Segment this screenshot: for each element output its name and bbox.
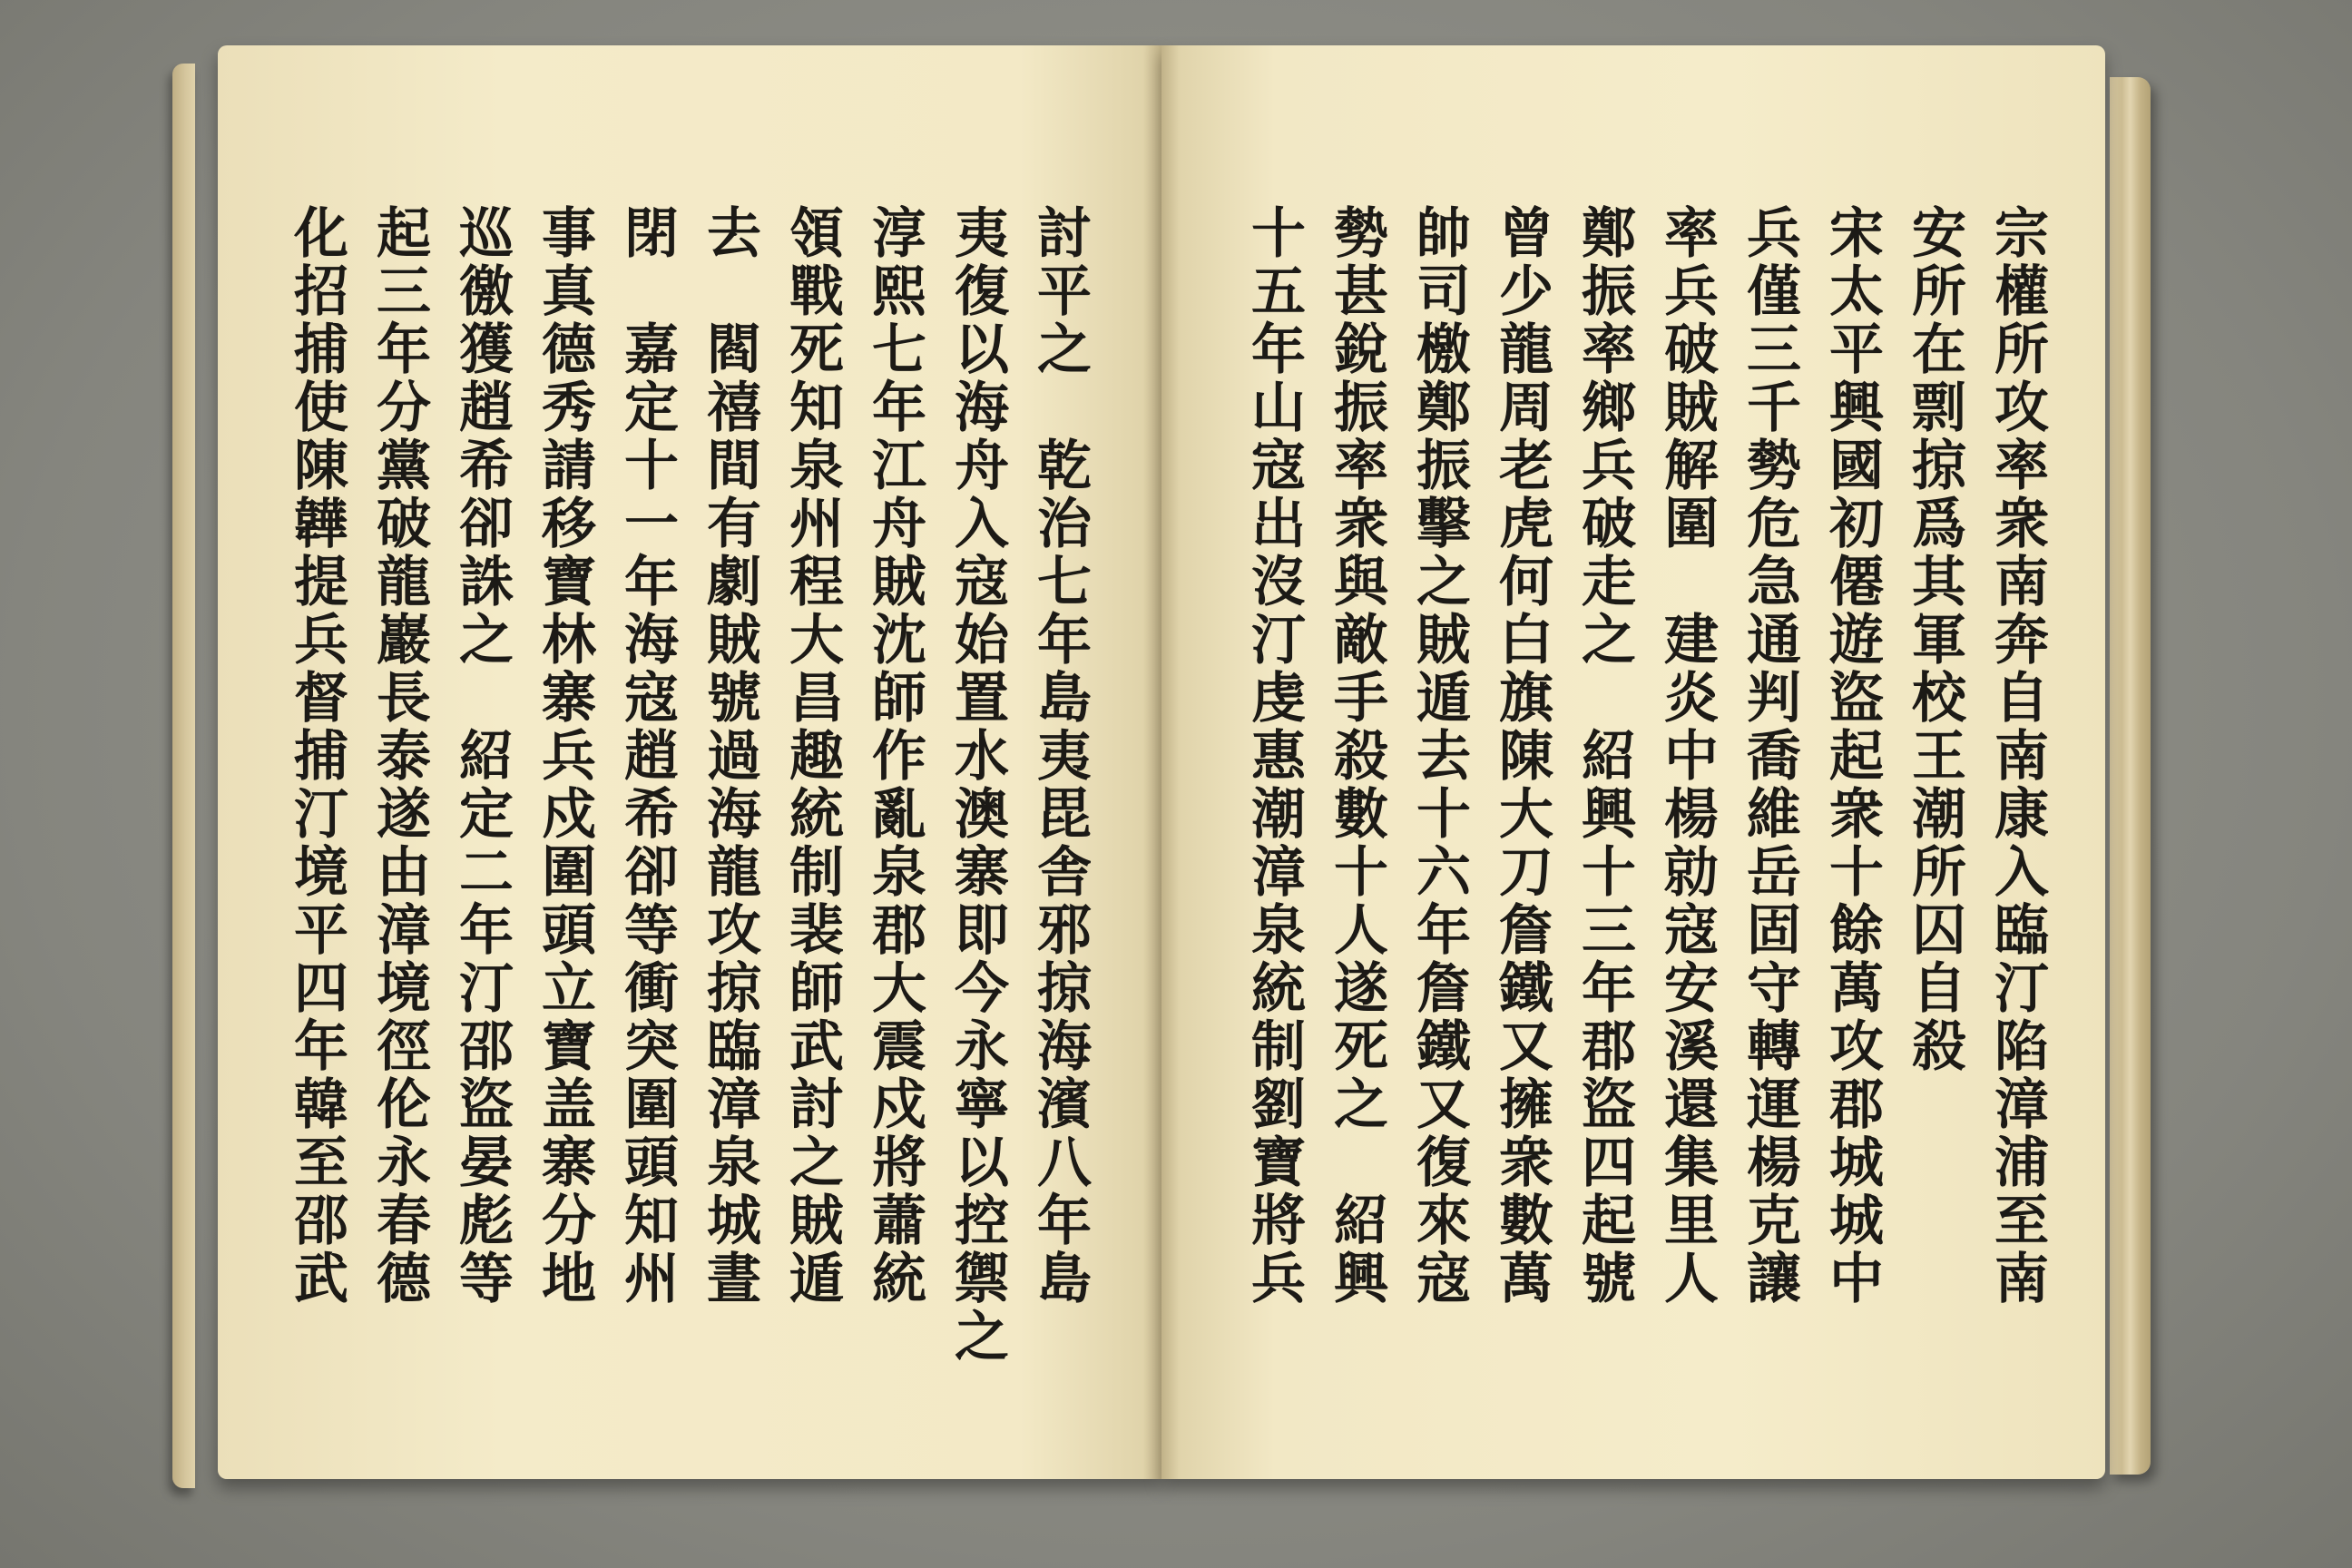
text-column: 淳熙七年江舟賊沈師作亂泉郡大震戍將蕭統 bbox=[863, 204, 926, 1308]
text-column: 事真德秀請移寶林寨兵戍圍頭立寶盖寨分地 bbox=[533, 204, 596, 1308]
text-column: 夷復以海舟入寇始置水澳寨即今永寧以控禦之 bbox=[946, 204, 1009, 1366]
text-column: 安所在剽掠爲其軍校王潮所囚自殺 bbox=[1903, 204, 1966, 1075]
text-column: 去 閻禧間有劇賊號過海龍攻掠臨漳泉城晝 bbox=[698, 204, 761, 1308]
text-column: 率兵破賊解圍 建炎中楊勍寇安溪還集里人 bbox=[1655, 204, 1719, 1308]
text-column: 閉 嘉定十一年海寇趙希卻等衝突圍頭知州 bbox=[615, 204, 679, 1308]
text-column: 巡徼獲趙希卻誅之 紹定二年汀邵盜晏彪等 bbox=[450, 204, 514, 1308]
left-text-block bbox=[263, 204, 1098, 1447]
text-column: 起三年分黨破龍巖長泰遂由漳境徑伦永春德 bbox=[368, 204, 431, 1308]
text-column: 勢甚銳振率衆與敵手殺數十人遂死之 紹興 bbox=[1325, 204, 1388, 1308]
text-column: 宗權所攻率衆南奔自南康入臨汀陷漳浦至南 bbox=[1985, 204, 2049, 1308]
right-page bbox=[1161, 45, 2105, 1479]
left-page-stack-edge bbox=[172, 64, 195, 1488]
text-column: 宋太平興國初僊遊盜起衆十餘萬攻郡城城中 bbox=[1820, 204, 1884, 1308]
text-column: 兵僅三千勢危急通判喬維岳固守轉運楊克讓 bbox=[1738, 204, 1801, 1308]
right-text-block bbox=[1211, 204, 2055, 1447]
book-gutter bbox=[1143, 45, 1180, 1479]
right-page-stack-edge bbox=[2110, 77, 2151, 1475]
text-column: 討平之 乾治七年島夷毘舎邪掠海濱八年島 bbox=[1028, 204, 1092, 1308]
text-column: 化招捕使陳韡提兵督捕汀境平四年韓至邵武 bbox=[285, 204, 348, 1308]
open-book bbox=[181, 45, 2132, 1497]
text-column: 帥司檄鄭振擊之賊遁去十六年詹鐵又復來寇 bbox=[1407, 204, 1471, 1308]
left-page bbox=[218, 45, 1161, 1479]
text-column: 十五年山寇出沒汀虔惠潮漳泉統制劉寶將兵 bbox=[1242, 204, 1306, 1308]
text-column: 曾少龍周老虎何白旗陳大刀詹鐵又擁衆數萬 bbox=[1490, 204, 1553, 1308]
text-column: 鄭振率鄉兵破走之 紹興十三年郡盜四起號 bbox=[1573, 204, 1636, 1308]
text-column: 領戰死知泉州程大昌趣統制裴師武討之賊遁 bbox=[780, 204, 844, 1308]
